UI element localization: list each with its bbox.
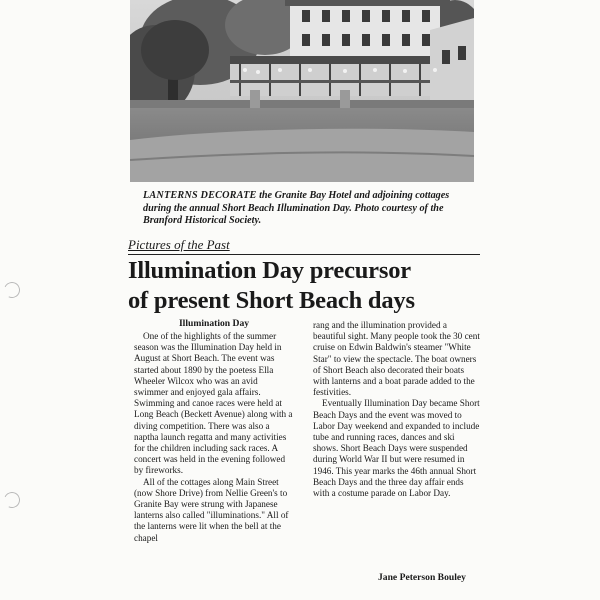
caption-lead: LANTERNS DECORATE	[143, 190, 257, 201]
headline-line-2: of present Short Beach days	[128, 287, 415, 314]
article-subhead: Illumination Day	[178, 318, 250, 329]
headline-rule	[128, 254, 480, 255]
author-byline: Jane Peterson Bouley	[378, 572, 466, 583]
article-column-left	[134, 318, 294, 544]
binder-hole-top	[2, 280, 23, 301]
article-column-right	[313, 320, 481, 499]
article-headline	[128, 256, 480, 316]
historic-hotel-photo	[130, 0, 474, 182]
paragraph: One of the highlights of the summer season was the Illumination Day held in August at Short Beach. The event was started about 1890 by the poetess Ella Wheeler Wilcox who was an avid swimmer and enjoyed gala affairs. Swimming and canoe races were held at Long Beach (Beckett Avenue) along with a diving competition. There was also a naptha launch regatta and many activities for the children including sack races. A concert was held in the evening followed by fireworks.	[134, 331, 293, 476]
section-kicker: Pictures of the Past	[128, 237, 230, 252]
paragraph: All of the cottages along Main Street (now Shore Drive) from Nellie Green's to Granite Bay were strung with Japanese lanterns also called "illuminations." All of the lanterns were lit when the bell at the chapel	[134, 476, 289, 543]
paragraph: Eventually Illumination Day became Short Beach Days and the event was moved to Labor Day weekend and expanded to include tube and running races, dances and ski shows. Short Beach Days were suspended during World War II but were resumed in 1946. This year marks the 46th annual Short Beach Days and the three day affair ends with a costume parade on Labor Day.	[313, 398, 480, 499]
paragraph: rang and the illumination provided a beautiful sight. Many people took the 30 cent cruise on Edwin Baldwin's steamer "White Star" to view the spectacle. The boat owners of Short Beach also decorated their boats with lanterns and a boat parade added to the festivities.	[313, 320, 480, 398]
binder-hole-bottom	[2, 490, 23, 511]
caption-text: the Granite Bay Hotel and adjoining cottages during the annual Short Beach Illumination Day. Photo courtesy of the Branford Historical Society.	[143, 190, 450, 226]
hotel-photo-graphic	[130, 0, 474, 182]
headline-line-1: Illumination Day precursor	[128, 257, 411, 284]
photo-caption	[143, 190, 478, 228]
